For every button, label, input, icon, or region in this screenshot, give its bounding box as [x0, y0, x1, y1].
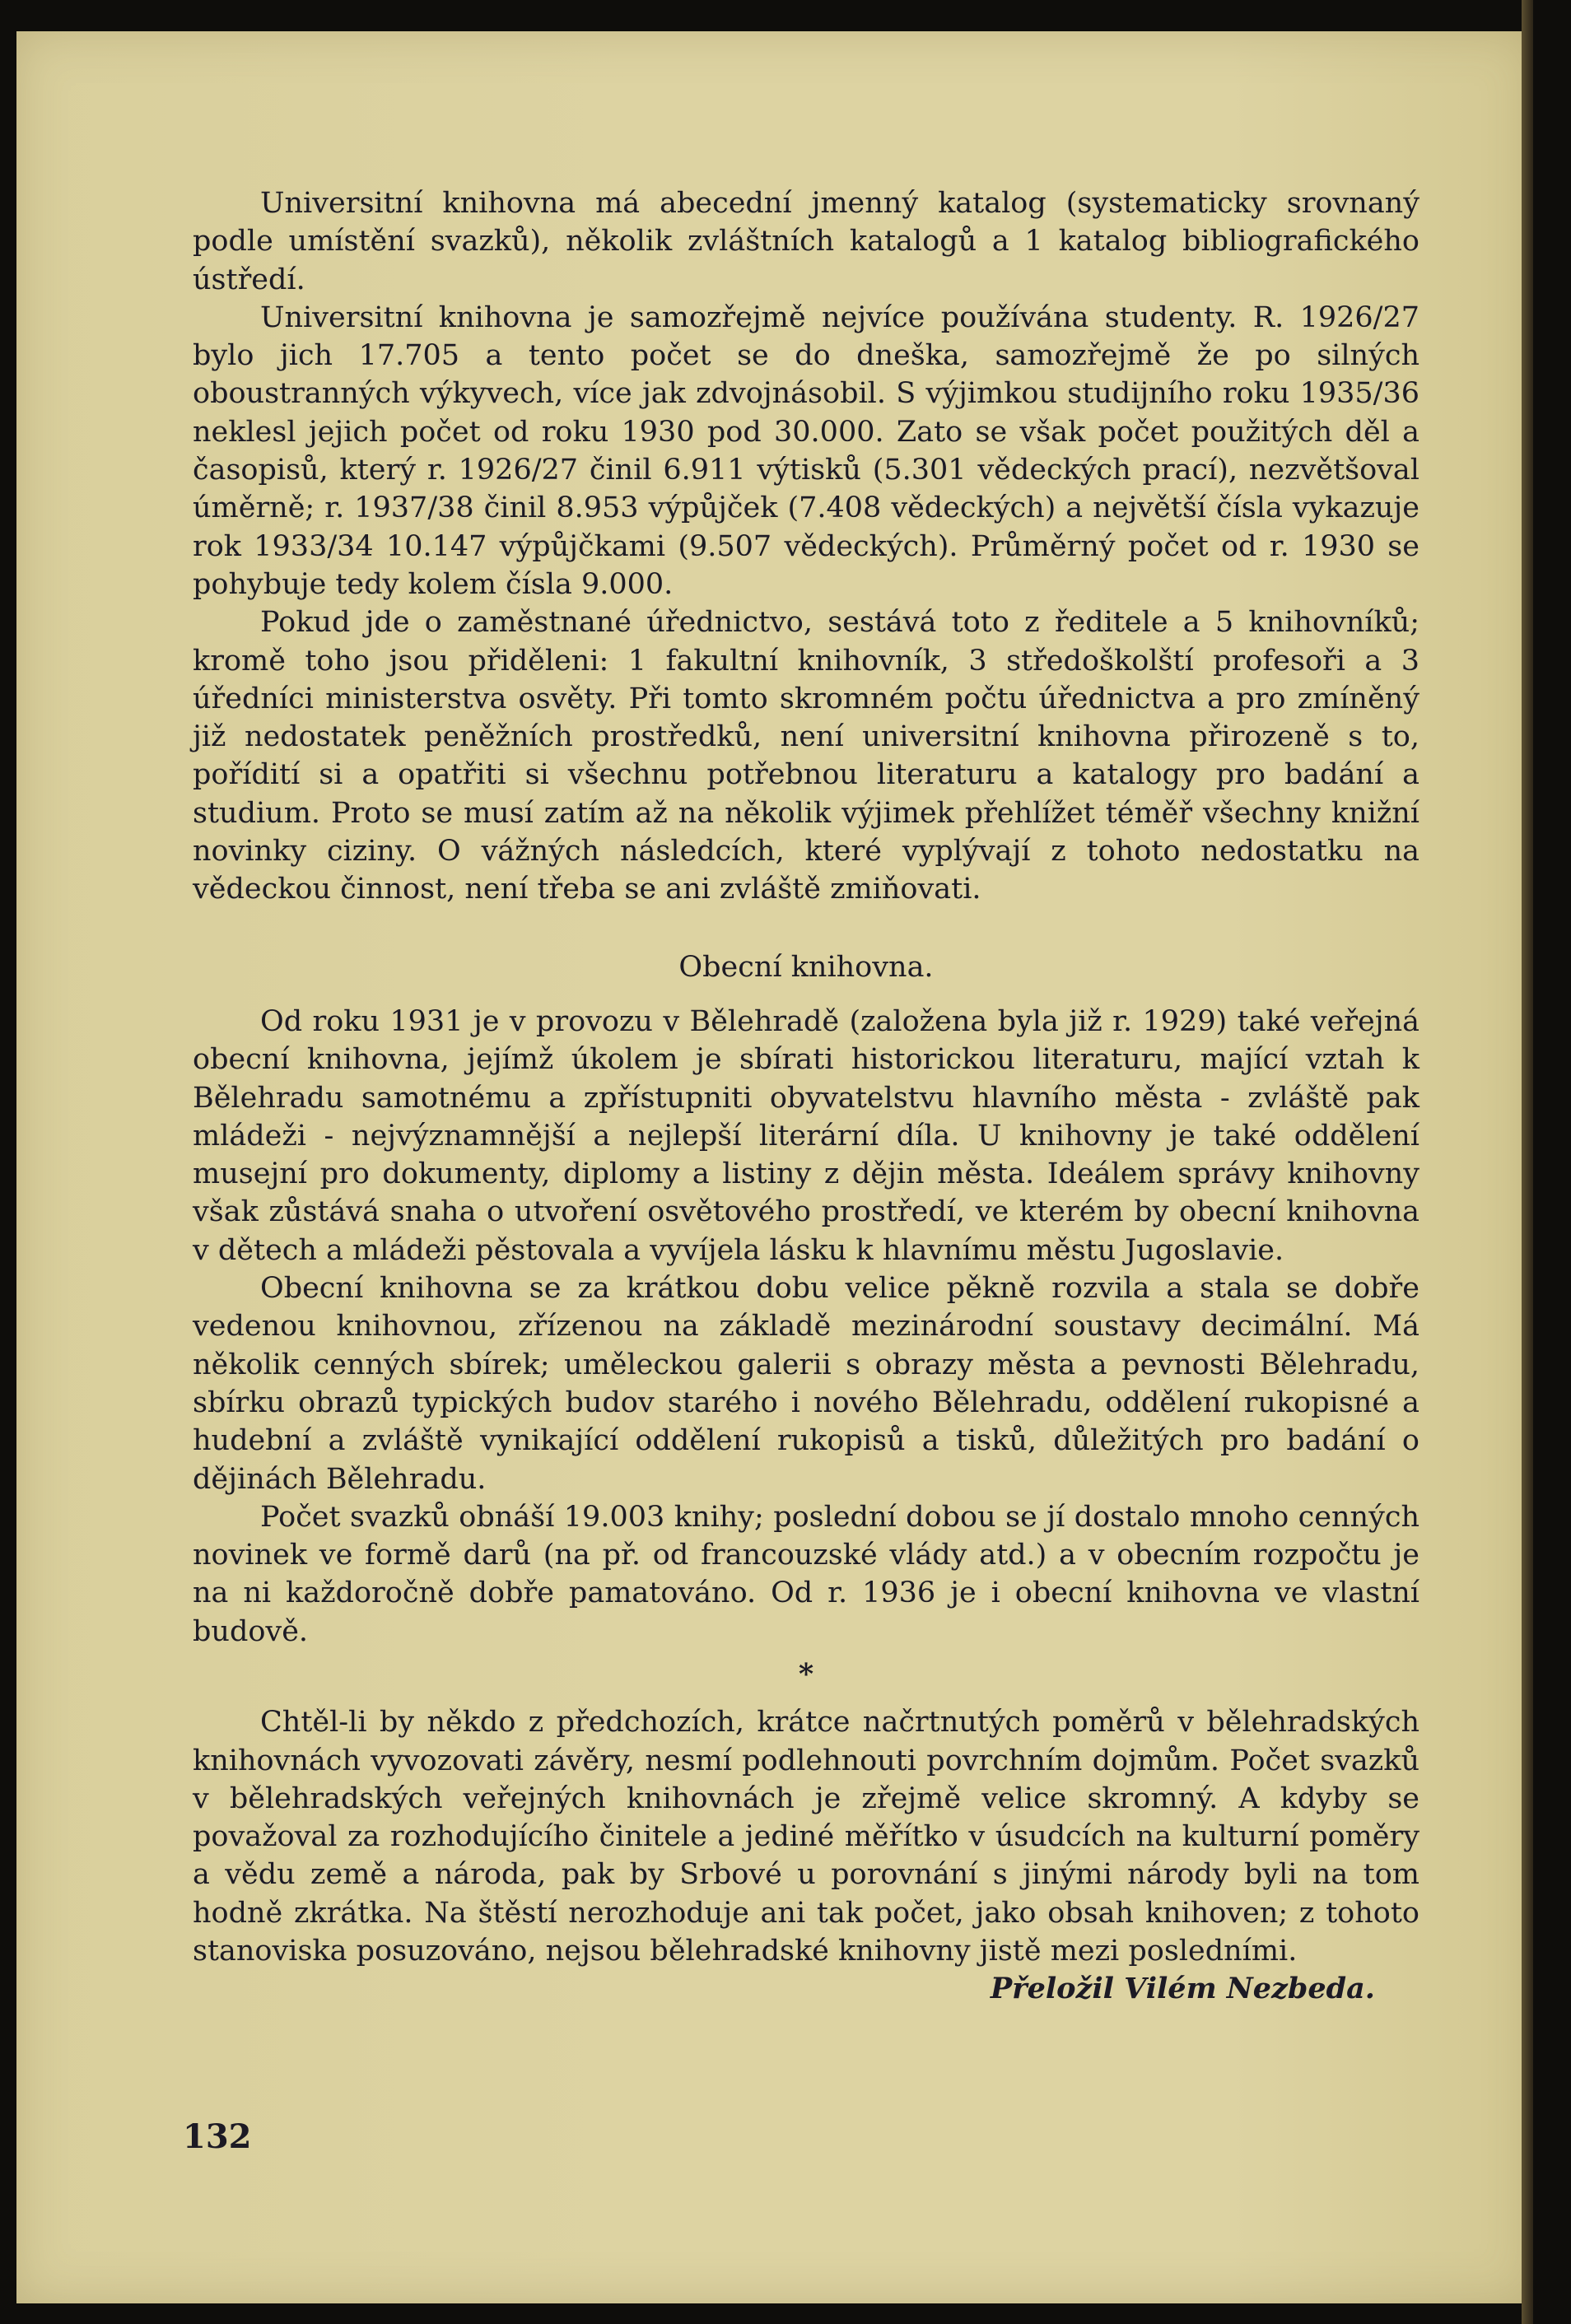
paragraph-volumes: Počet svazků obnáší 19.003 knihy; poslední dobou se jí dostalo mnoho cenných novinek ve formě darů (na př. od francouzské vlády atd.) a v obecním rozpočtu je na ni každoročně dobře pamatováno. Od r. 1936 je i obecní knihovna ve vlastní budově. — [193, 1500, 1419, 1648]
paragraph-collections: Obecní knihovna se za krátkou dobu velice pěkně rozvila a stala se dobře vedenou knihovnou, zřízenou na základě mezinárodní soustavy decimální. Má několik cenných sbírek; uměleckou galerii s obrazy města a pevnosti Bělehradu, sbírku obrazů typických budov starého i nového Bělehradu, oddělení rukopisné a hudební a zvláště vynikající oddělení rukopisů a tisků, důležitých pro badání o dějinách Bělehradu. — [193, 1272, 1419, 1496]
section-separator: * — [798, 1656, 814, 1691]
article-body — [193, 184, 1419, 2009]
paragraph-students: Universitní knihovna je samozřejmě nejvíce používána studenty. R. 1926/27 bylo jich 17.705 a tento počet se do dneška, samozřejmě že po silných oboustranných výkyvech, více jak zdvojnásobil. S výjimkou studijního roku 1935/36 neklesl jejich počet od roku 1930 pod 30.000. Zato se však počet použitých děl a časopisů, který r. 1926/27 činil 6.911 výtisků (5.301 vědeckých prací), nezvětšoval úměrně; r. 1937/38 činil 8.953 výpůjček (7.408 vědeckých) a největší čísla vykazuje rok 1933/34 10.147 výpůjčkami (9.507 vědeckých). Průměrný počet od r. 1930 se pohybuje tedy kolem čísla 9.000. — [193, 300, 1419, 601]
paragraph-city-library: Od roku 1931 je v provozu v Bělehradě (založena byla již r. 1929) také veřejná obecní knihovna, jejímž úkolem je sbírati historickou literaturu, mající vztah k Bělehradu samotnému a zpřístupniti obyvatelstvu hlavního města - zvláště pak mládeži - nejvýznamnější a nejlepší literární díla. U knihovny je také oddělení musejní pro dokumenty, diplomy a listiny z dějin města. Ideálem správy knihovny však zůstává snaha o utvoření osvětového prostředí, ve kterém by obecní knihovna v dětech a mládeži pěstovala a vyvíjela lásku k hlavnímu městu Jugoslavie. — [193, 1004, 1419, 1267]
paragraph-catalogs: Universitní knihovna má abecední jmenný katalog (systematicky srovnaný podle umístění svazků), několik zvláštních katalogů a 1 katalog bibliografického ústředí. — [193, 187, 1419, 296]
book-spine-edge — [1522, 0, 1533, 2324]
paragraph-staff: Pokud jde o zaměstnané úřednictvo, sestává toto z ředitele a 5 knihovníků; kromě toho jsou přiděleni: 1 fakultní knihovník, 3 středoškolští profesoři a 3 úředníci ministerstva osvěty. Při tomto skromném počtu úřednictva a pro zmíněný již nedostatek peněžních prostředků, není universitní knihovna přirozeně s to, pořídití si a opatřiti si všechnu potřebnou literaturu a katalogy pro badání a studium. Proto se musí zatím až na několik výjimek přehlížet téměř všechny knižní novinky ciziny. O vážných následcích, které vyplývají z tohoto nedostatku na vědeckou činnost, není třeba se ani zvláště zmiňovati. — [193, 606, 1419, 906]
paragraph-conclusion: Chtěl-li by někdo z předchozích, krátce načrtnutých poměrů v bělehradských knihovnách vyvozovati závěry, nesmí podlehnouti povrchním dojmům. Počet svazků v bělehradských veřejných knihovnách je zřejmě velice skromný. A kdyby se považoval za rozhodujícího činitele a jediné měřítko v úsudcích na kulturní poměry a vědu země a národa, pak by Srbové u porovnání s jinými národy byli na tom hodně zkrátka. Na štěstí nerozhoduje ani tak počet, jako obsah knihoven; z tohoto stanoviska posuzováno, nejsou bělehradské knihovny jistě mezi posledními. — [193, 1706, 1419, 1968]
translator-credit: Přeložil Vilém Nezbeda. — [990, 1972, 1375, 2006]
page-number: 132 — [183, 2117, 252, 2156]
section-heading: Obecní knihovna. — [678, 950, 934, 984]
